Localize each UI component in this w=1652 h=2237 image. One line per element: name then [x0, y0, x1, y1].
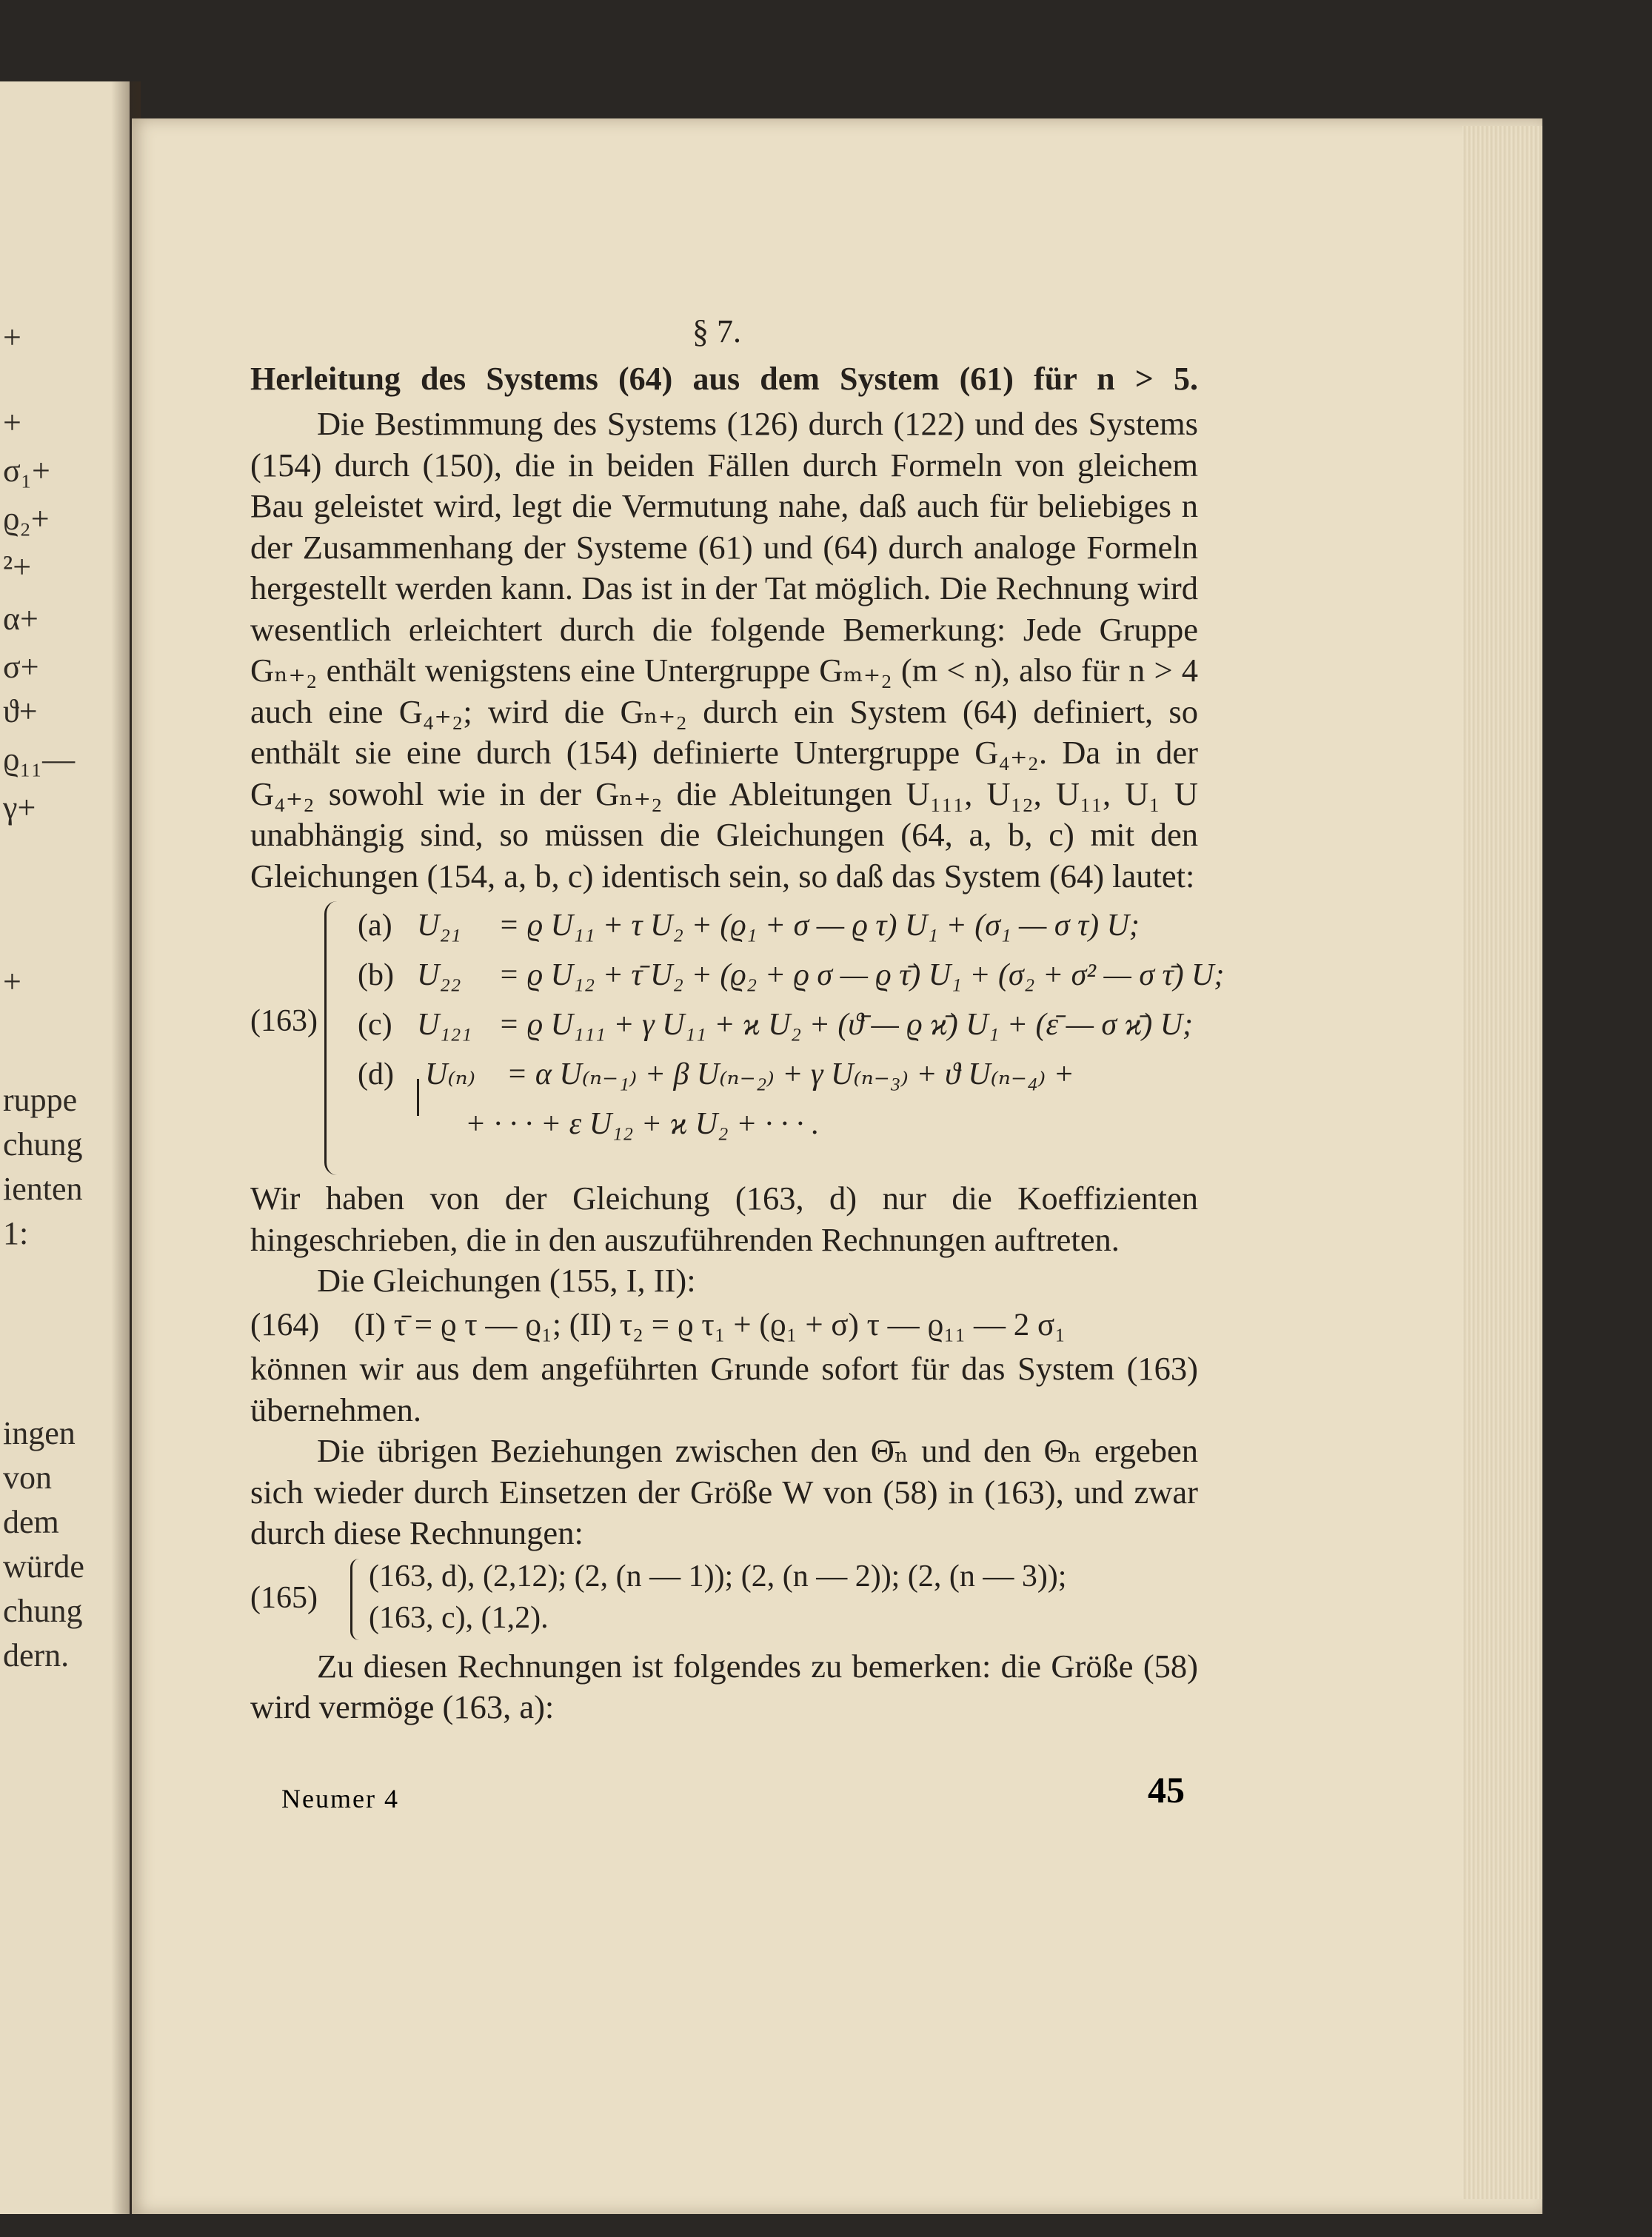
- equation-165-line-2: (163, c), (1,2).: [369, 1600, 549, 1635]
- left-page-fragment: dem: [3, 1504, 59, 1540]
- row-lhs: U₂₂: [417, 958, 461, 992]
- paragraph-6: Zu diesen Rechnungen ist folgendes zu bemerken: die Größe (58) wird vermöge (163, a):: [250, 1647, 1198, 1725]
- row-label: (c): [358, 1008, 392, 1042]
- paragraph-5: Die übrigen Beziehungen zwischen den Θ̄ₙ und den Θₙ ergeben sich wieder durch Einsetzen der Größe W von (58) in (163), und zwar durch diese Rechnungen:: [250, 1432, 1198, 1551]
- page-number: 45: [1148, 1769, 1185, 1810]
- left-page-fragment: +: [3, 404, 21, 441]
- page-edges: [1462, 126, 1542, 2199]
- equation-163: [250, 901, 1225, 1175]
- row-label: (a): [358, 909, 392, 943]
- left-page-fragment: +: [3, 319, 21, 355]
- row-continuation: + · · · + ε U₁₂ + ϰ U₂ + · · · .: [465, 1107, 820, 1141]
- equation-row-d: [358, 1050, 1198, 1100]
- sub-brace: [417, 1079, 419, 1116]
- equation-164: [250, 1305, 1198, 1346]
- left-page-fragment: ienten: [3, 1171, 83, 1207]
- equation-165-line-1: (163, d), (2,12); (2, (n — 1)); (2, (n — 2)); (2, (n — 3));: [369, 1559, 1067, 1594]
- left-page-fragment: σ+: [3, 649, 39, 685]
- paragraph-4: können wir aus dem angeführten Grunde sofort für das System (163) übernehmen.: [250, 1350, 1198, 1428]
- left-page-fragment: ϑ+: [3, 693, 38, 729]
- equation-brace: [350, 1559, 360, 1640]
- left-page-fragment: ϱ₁₁—: [3, 741, 76, 778]
- left-page-fragment: +: [3, 963, 21, 1000]
- left-page-fragment: dern.: [3, 1637, 70, 1673]
- paragraph-3: Die Gleichungen (155, I, II):: [317, 1262, 696, 1299]
- section-heading: Herleitung des Systems (64) aus dem System (61) für n > 5.: [250, 360, 1198, 397]
- equation-164-body: (I) τ̄ = ϱ τ — ϱ₁; (II) τ₂ = ϱ τ₁ + (ϱ₁ + σ) τ — ϱ₁₁ — 2 σ₁: [354, 1307, 1066, 1342]
- row-rhs: = ϱ U₁₁₁ + γ U₁₁ + ϰ U₂ + (ϑ̄ — ϱ ϰ̄) U₁ + (ε̄ — σ ϰ̄) U;: [498, 1008, 1194, 1042]
- equation-row-a: [358, 901, 1198, 951]
- row-label: (b): [358, 958, 394, 992]
- equation-label-165: (165): [250, 1580, 318, 1615]
- equation-row-b: [358, 951, 1225, 1000]
- row-rhs: = ϱ U₁₂ + τ̄ U₂ + (ϱ₂ + ϱ σ — ϱ τ̄) U₁ + (σ₂ + σ² — σ τ̄) U;: [498, 958, 1225, 992]
- equation-brace: [324, 901, 337, 1175]
- paragraph-2: Wir haben von der Gleichung (163, d) nur die Koeffizienten hingeschrieben, die in den auszuführenden Rechnungen auftreten.: [250, 1180, 1198, 1258]
- row-rhs: = ϱ U₁₁ + τ U₂ + (ϱ₁ + σ — ϱ τ) U₁ + (σ₁ — σ τ) U;: [498, 909, 1140, 943]
- equation-label-164: (164): [250, 1307, 320, 1342]
- equation-label-163: (163): [250, 1004, 318, 1038]
- page-text: [250, 311, 1225, 1728]
- left-page-fragment: ruppe: [3, 1082, 78, 1118]
- left-page-fragment: 1:: [3, 1215, 29, 1251]
- left-page-fragment: ingen: [3, 1415, 76, 1451]
- page-footer: [281, 1768, 1185, 1820]
- row-lhs: U₍ₙ₎: [425, 1057, 475, 1091]
- left-page-fragment: würde: [3, 1548, 84, 1585]
- row-lhs: U₁₂₁: [417, 1008, 472, 1042]
- equation-165: [250, 1556, 1198, 1645]
- row-lhs: U₂₁: [417, 909, 461, 943]
- left-page-fragment: chung: [3, 1126, 83, 1163]
- equation-row-d-continuation: [358, 1100, 1198, 1149]
- paragraph-1: Die Bestimmung des Systems (126) durch (122) und des Systems (154) durch (150), die in beiden Fällen durch Formeln von gleichem Bau geleistet wird, legt die Vermutung nahe, daß auch für beliebiges n der Zusammenhang der Systeme (61) und (64) durch analoge Formeln hergestellt werden kann. Das ist in der Tat möglich. Die Rechnung wird wesentlich erleichtert durch die folgende Bemerkung: Jede Gruppe Gₙ₊₂ enthält wenigstens eine Untergruppe Gₘ₊₂ (m < n), also für n > 4 auch eine G₄₊₂; wird die Gₙ₊₂ durch ein System (64) definiert, so enthält sie eine durch (154) definierte Untergruppe G₄₊₂. Da in der G₄₊₂ sowohl wie in der Gₙ₊₂ die Ableitungen U₁₁₁, U₁₂, U₁₁, U₁ U unabhängig sind, so müssen die Gleichungen (64, a, b, c) mit den Gleichungen (154, a, b, c) identisch sein, so daß das System (64) lautet:: [250, 405, 1198, 895]
- left-page-fragment: ϱ₂+: [3, 501, 50, 537]
- left-page-fragment: α+: [3, 601, 39, 637]
- left-page-fragment: ²+: [3, 549, 32, 585]
- left-page-fragment: von: [3, 1459, 52, 1496]
- left-page-fragment: γ+: [3, 789, 36, 826]
- equation-row-c: [358, 1000, 1198, 1050]
- signature-mark: Neumer 4: [281, 1784, 399, 1813]
- row-rhs: = α U₍ₙ₋₁₎ + β U₍ₙ₋₂₎ + γ U₍ₙ₋₃₎ + ϑ U₍ₙ₋₄₎ +: [506, 1057, 1074, 1091]
- left-page-fragment: chung: [3, 1593, 83, 1629]
- left-page-fragment: σ₁+: [3, 452, 50, 489]
- row-label: (d): [358, 1057, 394, 1091]
- section-number: § 7.: [692, 313, 741, 350]
